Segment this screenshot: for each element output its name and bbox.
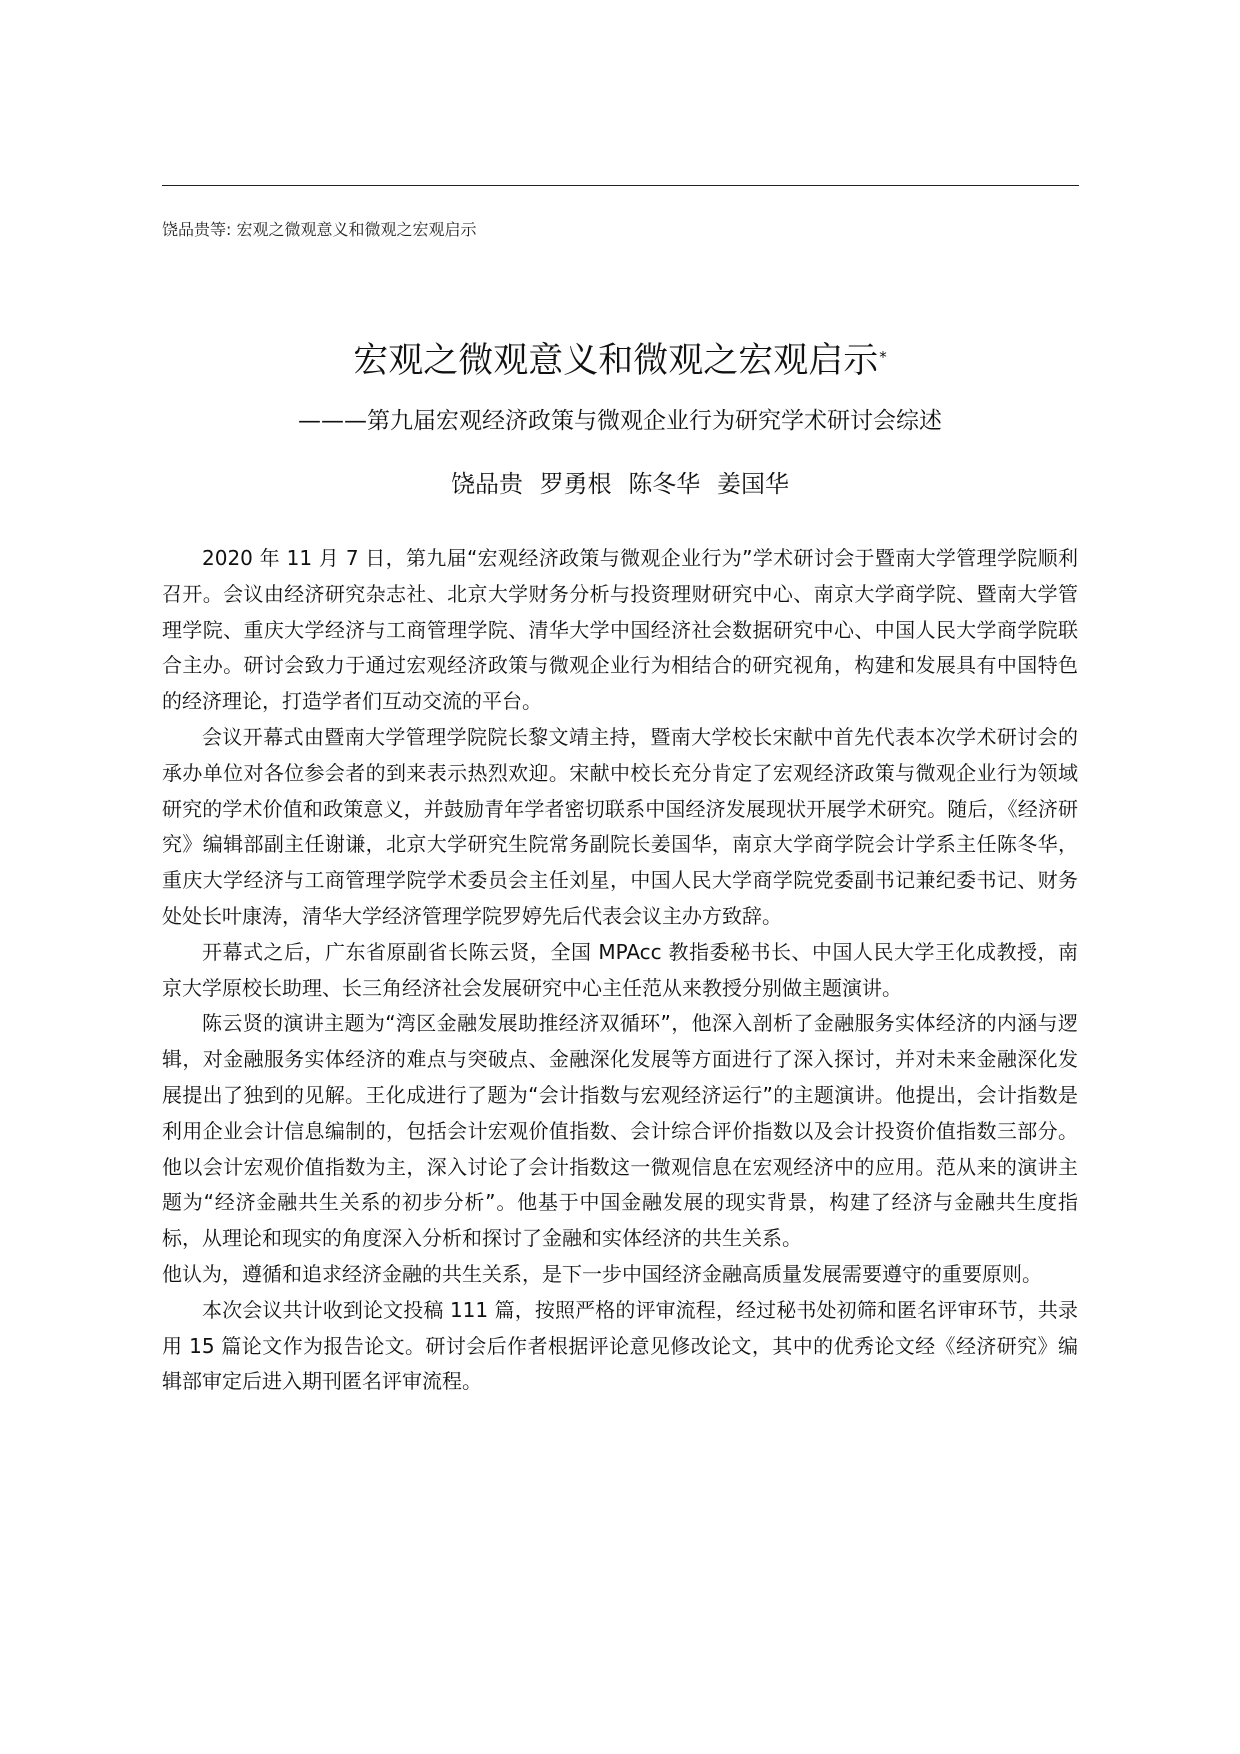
author-name: 罗勇根: [539, 470, 612, 498]
body-paragraph: 开幕式之后，广东省原副省长陈云贤，全国 MPAcc 教指委秘书长、中国人民大学王化成教授，南京大学原校长助理、长三角经济社会发展研究中心主任范从来教授分别做主题演讲。: [162, 939, 1078, 1000]
running-header: 饶品贵等: 宏观之微观意义和微观之宏观启示: [162, 220, 477, 239]
body-paragraph: 陈云贤的演讲主题为“湾区金融发展助推经济双循环”，他深入剖析了金融服务实体经济的内涵与逻辑，对金融服务实体经济的难点与突破点、金融深化发展等方面进行了深入探讨，并对未来金融深化发展提出了独到的见解。王化成进行了题为“会计指数与宏观经济运行”的主题演讲。他提出，会计指数是利用企业会计信息编制的，包括会计宏观价值指数、会计综合评价指数以及会计投资价值指数三部分。他以会计宏观价值指数为主，深入讨论了会计指数这一微观信息在宏观经济中的应用。范从来的演讲主题为“经济金融共生关系的初步分析”。他基于中国金融发展的现实背景，构建了经济与金融共生度指标，从理论和现实的角度深入分析和探讨了金融和实体经济的共生关系。: [162, 1011, 1078, 1251]
article-title: 宏观之微观意义和微观之宏观启示: [353, 341, 879, 382]
body-paragraph: 2020 年 11 月 7 日，第九届“宏观经济政策与微观企业行为”学术研讨会于暨南大学管理学院顺利召开。会议由经济研究杂志社、北京大学财务分析与投资理财研究中心、南京大学商学院、暨南大学管理学院、重庆大学经济与工商管理学院、清华大学中国经济社会数据研究中心、中国人民大学商学院联合主办。研讨会致力于通过宏观经济政策与微观企业行为相结合的研究视角，构建和发展具有中国特色的经济理论，打造学者们互动交流的平台。: [162, 546, 1078, 714]
title-footnote-mark: *: [879, 348, 887, 367]
author-name: 陈冬华: [628, 470, 701, 498]
body-paragraph: 他认为，遵循和追求经济金融的共生关系，是下一步中国经济金融高质量发展需要遵守的重要原则。: [162, 1261, 1042, 1286]
article-title-block: [0, 337, 1240, 385]
article-body: [162, 541, 1078, 1400]
author-name: 饶品贵: [451, 470, 524, 498]
author-name: 姜国华: [716, 470, 789, 498]
article-subtitle: ———第九届宏观经济政策与微观企业行为研究学术研讨会综述: [298, 408, 942, 434]
header-rule: [162, 185, 1079, 186]
author-list: [0, 467, 1240, 501]
body-paragraph: 会议开幕式由暨南大学管理学院院长黎文靖主持，暨南大学校长宋献中首先代表本次学术研讨会的承办单位对各位参会者的到来表示热烈欢迎。宋献中校长充分肯定了宏观经济政策与微观企业行为领域研究的学术价值和政策意义，并鼓励青年学者密切联系中国经济发展现状开展学术研究。随后，《经济研究》编辑部副主任谢谦，北京大学研究生院常务副院长姜国华，南京大学商学院会计学系主任陈冬华，重庆大学经济与工商管理学院学术委员会主任刘星，中国人民大学商学院党委副书记兼纪委书记、财务处处长叶康涛，清华大学经济管理学院罗婷先后代表会议主办方致辞。: [162, 724, 1078, 928]
body-paragraph: 本次会议共计收到论文投稿 111 篇，按照严格的评审流程，经过秘书处初筛和匿名评审环节，共录用 15 篇论文作为报告论文。研讨会后作者根据评论意见修改论文，其中的优秀论文经《经济研究》编辑部审定后进入期刊匿名评审流程。: [162, 1297, 1078, 1394]
